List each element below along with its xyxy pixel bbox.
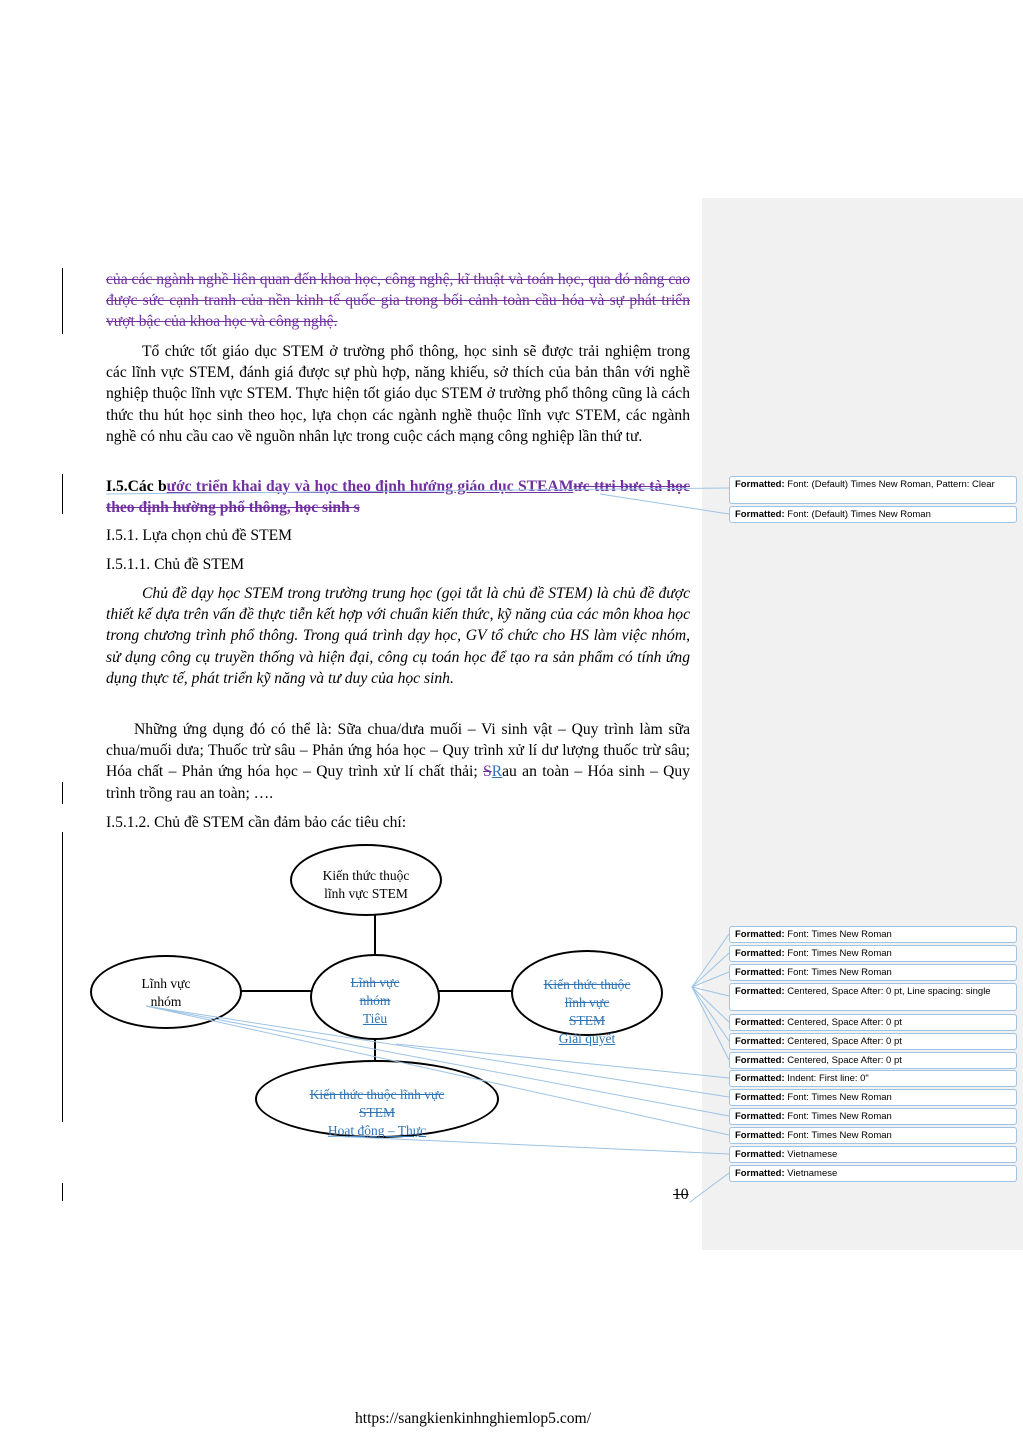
comment-label: Formatted: [735,1130,785,1141]
footer-url[interactable]: https://sangkienkinhnghiemlop5.com/ [354,1410,592,1427]
node-deleted-text: lĩnh vực [564,995,610,1010]
diagram-node-top [290,844,442,916]
formatted-comment[interactable] [729,983,1017,1011]
node-deleted-text: Kiến thức thuộc lĩnh vực [309,1087,445,1102]
change-bar [62,474,63,514]
heading-inserted: ước triển khai dạy và học theo định hướng giáo dục STEAM [166,478,574,495]
node-text: Lĩnh vực [141,976,191,991]
node-deleted-text: STEM [568,1013,605,1028]
comment-text: Font: Times New Roman [787,1111,892,1122]
comment-text: Vietnamese [787,1168,838,1179]
node-inserted-text: Tiêu [362,1011,388,1026]
comment-label: Formatted: [735,1092,785,1103]
formatted-comment[interactable] [729,1033,1017,1050]
section-heading [106,476,690,518]
formatted-comment[interactable] [729,926,1017,943]
body-paragraph [106,341,690,447]
subheading [106,554,690,575]
comment-label: Formatted: [735,929,785,940]
change-bar [62,782,63,804]
comment-label: Formatted: [735,1111,785,1122]
change-bar [62,832,63,1122]
italic-text: Chủ đề dạy học STEM trong trường trung học (gọi tắt là chủ đề STEM) là chủ đề được thiết kế dựa trên vấn đề thực tiễn kết hợp với chuẩn kiến thức, kỹ năng của các môn khoa học trong chương trình phổ thông. Trong quá trình dạy học, GV tổ chức cho HS làm việc nhóm, sử dụng công cụ truyền thống và hiện đại, công cụ toán học để tạo ra sản phẩm có tính ứng dụng thực tế, phát triển kỹ năng và tư duy của học sinh. [106,585,690,687]
comment-text: Centered, Space After: 0 pt [787,1036,902,1047]
formatted-comment[interactable] [729,476,1017,504]
heading-prefix: I.5.Các b [106,478,167,495]
formatted-comment[interactable] [729,1089,1017,1106]
deleted-paragraph [106,269,690,333]
comment-text: Vietnamese [787,1149,838,1160]
diagram-node-center [310,954,440,1040]
subheading-text: I.5.1. Lựa chọn chủ đề STEM [106,527,293,544]
comment-label: Formatted: [735,1073,785,1084]
comment-text: Font: Times New Roman [787,967,892,978]
page-number: 10 [673,1186,689,1203]
formatted-comment[interactable] [729,1165,1017,1182]
diagram-node-right [511,950,663,1046]
inserted-char: R [491,763,503,781]
comment-label: Formatted: [735,1149,785,1160]
node-text: lĩnh vực STEM [324,886,408,901]
body-paragraph [106,719,690,804]
comment-text: Font: Times New Roman [787,948,892,959]
diagram-node-left [90,955,242,1029]
deleted-text: của các ngành nghề liên quan đến khoa học, công nghệ, kĩ thuật và toán học, qua đó nâng cao được sức cạnh tranh của nền kinh tế quốc gia trong bối cảnh toàn cầu hóa và sự phát triển vượt bậc của khoa học và công nghệ. [106,271,690,331]
deleted-char: S [483,763,492,781]
node-text: Kiến thức thuộc [322,868,410,883]
connector-line [374,913,376,957]
formatted-comment[interactable] [729,1127,1017,1144]
comment-text: Font: Times New Roman [787,929,892,940]
connector-line [240,990,312,992]
comment-text: Centered, Space After: 0 pt [787,1055,902,1066]
formatted-comment[interactable] [729,964,1017,981]
body-text: Tổ chức tốt giáo dục STEM ở trường phổ thông, học sinh sẽ được trải nghiệm trong các lĩnh vực STEM, đánh giá được sự phù hợp, năng khiếu, sở thích của bản thân với nghề nghiệp thuộc lĩnh vực STEM. Thực hiện tốt giáo dục STEM ở trường phổ thông cũng là cách thức thu hút học sinh theo học, lựa chọn các ngành nghề thuộc lĩnh vực STEM, các ngành nghề có nhu cầu cao về nguồn nhân lực trong cuộc cách mạng công nghiệp lần thứ tư. [106,343,690,445]
node-inserted-text: Hoạt động – Thực [327,1123,427,1138]
comment-text: Centered, Space After: 0 pt, Line spacing: single [787,986,991,997]
node-deleted-text: STEM [358,1105,395,1120]
comment-text: Font: Times New Roman [787,1092,892,1103]
comment-text: Centered, Space After: 0 pt [787,1017,902,1028]
formatted-comment[interactable] [729,506,1017,523]
formatted-comment[interactable] [729,1108,1017,1125]
comment-label: Formatted: [735,986,785,997]
node-deleted-text: Kiến thức thuộc [543,977,631,992]
formatted-comment[interactable] [729,1070,1017,1087]
formatted-comment[interactable] [729,1146,1017,1163]
comment-label: Formatted: [735,479,785,490]
subheading-text: I.5.1.1. Chủ đề STEM [106,556,245,573]
comment-label: Formatted: [735,1055,785,1066]
comment-text: Font: (Default) Times New Roman, Pattern: Clear [787,479,995,490]
node-deleted-text: nhóm [359,993,391,1008]
body-text-tail: au an toàn – Hóa sinh – Quy trình trồng rau an toàn; …. [106,763,691,802]
body-text: Những ứng dụng đó có thể là: Sữa chua/dưa muối – Vi sinh vật – Quy trình làm sữa chua/muối dưa; Thuốc trừ sâu – Phản ứng hóa học – Quy trình xử lí dư lượng thuốc trừ sâu; Hóa chất – Phản ứng hóa học – Quy trình xử lí chất thải; [106,721,690,781]
comment-text: Indent: First line: 0" [787,1073,869,1084]
formatted-comment[interactable] [729,1014,1017,1031]
node-text: nhóm [150,994,182,1009]
comment-text: Font: Times New Roman [787,1130,892,1141]
comment-label: Formatted: [735,1168,785,1179]
subheading-text: I.5.1.2. Chủ đề STEM cần đảm bảo các tiêu chí: [106,814,407,831]
formatted-comment[interactable] [729,1052,1017,1069]
comment-label: Formatted: [735,509,785,520]
node-deleted-text: Lĩnh vực [350,975,400,990]
comment-label: Formatted: [735,1017,785,1028]
formatted-comment[interactable] [729,945,1017,962]
diagram-node-bottom [255,1060,499,1138]
node-inserted-text: Giải quyết [558,1031,616,1046]
comment-label: Formatted: [735,967,785,978]
change-bar [62,268,63,334]
italic-paragraph [106,583,690,689]
comment-label: Formatted: [735,948,785,959]
change-bar [62,1183,63,1201]
connector-line [374,1038,376,1062]
connector-line [438,990,514,992]
heading-deleted: ưc ttri bưc tà học theo định hường phổ thông, học sinh s [106,478,690,517]
comment-text: Font: (Default) Times New Roman [787,509,931,520]
subheading [106,525,690,546]
subheading [106,812,690,833]
comment-label: Formatted: [735,1036,785,1047]
